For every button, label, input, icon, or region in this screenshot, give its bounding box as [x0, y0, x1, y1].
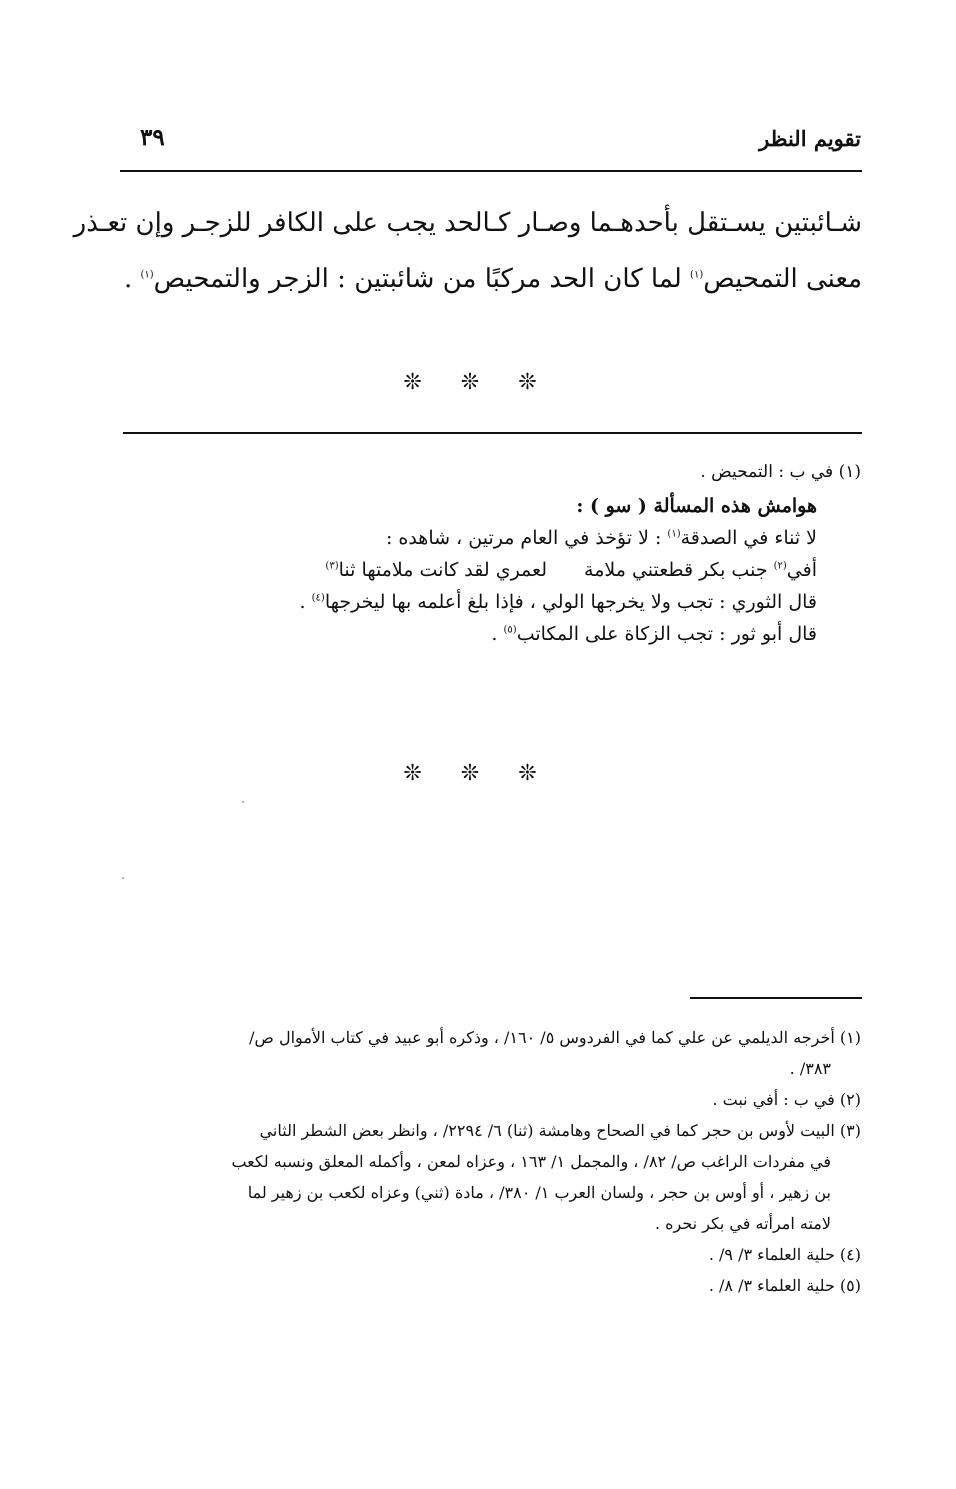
footnote-3-continued: لامته امرأته في بكر نحره . — [654, 1214, 831, 1233]
footnote-marker: (٤) — [311, 592, 325, 604]
main-text-line-2: معنى التمحيص$^{(١)}$ لما كان الحد مركبًا من شائبتين : الزجر والتمحيص$^{(١)}$ . — [123, 264, 862, 294]
main-text-line-1: شـائبتين يسـتقل بأحدهـما وصـار كـالحد يجب على الكافر للزجـر وإن تعـذر — [73, 208, 862, 238]
footnote-1: (١) أخرجه الديلمي عن علي كما في الفردوس ٥/ ١٦٠/ ، وذكره أبو عبيد في كتاب الأموال ص/ — [249, 1028, 861, 1047]
verse-hemistich-1: أفي$^{(٢)}$ جنب بكر قطعتني ملامة — [584, 559, 817, 581]
footnote-1-continued: ٣٨٣/ . — [789, 1059, 831, 1078]
note-line: قال أبو ثور : تجب الزكاة على المكاتب$^{(٥)}$ . — [491, 623, 817, 645]
page-number: ٣٩ — [140, 124, 165, 151]
scan-speck — [242, 801, 244, 803]
scan-speck — [122, 877, 124, 879]
section-divider-stars: ❊ ❊ ❊ — [403, 370, 553, 395]
verse-hemistich-2: لعمري لقد كانت ملامتها ثنا$^{(٣)}$ — [325, 559, 547, 581]
margin-notes — [161, 456, 861, 650]
notes-heading: هوامش هذه المسألة ( سو ) : — [576, 495, 817, 517]
footnote-2: (٢) في ب : أفي نبت . — [712, 1090, 861, 1109]
footnote-marker: (١) — [667, 528, 681, 540]
footnote-marker: (١) — [690, 269, 704, 281]
footnotes — [121, 1022, 861, 1301]
section-divider-stars: ❊ ❊ ❊ — [403, 761, 553, 786]
notes-body — [161, 522, 817, 650]
footnote-marker: (٥) — [503, 624, 517, 636]
footnote-4: (٤) حلية العلماء ٣/ ٩/ . — [708, 1245, 861, 1264]
main-text — [73, 195, 862, 307]
footnote-marker: (٢) — [773, 560, 787, 572]
margin-note-1: (١) في ب : التمحيض . — [700, 462, 861, 482]
footnote-3: (٣) البيت لأوس بن حجر كما في الصحاح وهامشة (ثنا) ٦/ ٢٢٩٤/ ، وانظر بعض الشطر الثاني — [259, 1121, 861, 1140]
section-rule — [123, 432, 862, 434]
footnote-rule — [690, 997, 862, 999]
footnote-3-continued: في مفردات الراغب ص/ ٨٢/ ، والمجمل ١/ ١٦٣ ، وعزاه لمعن ، وأكمله المعلق ونسبه لكعب — [231, 1152, 831, 1171]
footnote-5: (٥) حلية العلماء ٣/ ٨/ . — [708, 1276, 861, 1295]
poetry-verse — [161, 554, 817, 586]
footnote-marker: (٣) — [325, 560, 339, 572]
header-rule — [120, 170, 862, 172]
note-line: لا ثناء في الصدقة$^{(١)}$ : لا تؤخذ في العام مرتين ، شاهده : — [385, 527, 817, 549]
footnote-3-continued: بن زهير ، أو أوس بن حجر ، ولسان العرب ١/ ٣٨٠/ ، مادة (ثني) وعزاه لكعب بن زهير لما — [247, 1183, 831, 1202]
note-line: قال الثوري : تجب ولا يخرجها الولي ، فإذا بلغ أعلمه بها ليخرجها$^{(٤)}$ . — [299, 591, 817, 613]
footnote-marker: (١) — [140, 269, 154, 281]
running-header-title: تقويم النظر — [759, 126, 861, 151]
